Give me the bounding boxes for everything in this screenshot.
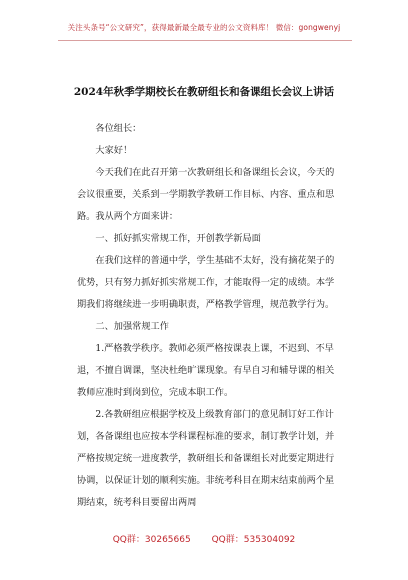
document-body [77,118,337,514]
header-divider [58,40,352,41]
footer-contacts [0,532,408,545]
greeting: 大家好！ [95,145,133,156]
qq-group-1: QQ群：30265665 [112,535,191,545]
salutation: 各位组长： [95,123,142,134]
item-1-paragraph: 1.严格教学秩序。教师必须严格按课表上课，不迟到、不早退，不擅自调课，坚决杜绝旷课现象。有早自习和辅导课的相关教师应准时到岗到位，完成本职工作。 [77,343,335,398]
section-1-paragraph: 在我们这样的普通中学，学生基础不太好，没有摘花架子的优势，只有努力抓好抓实常规工作，才能取得一定的成绩。本学期我们将继续进一步明确职责，严格教学管理，规范教学行为。 [77,255,335,310]
qq-group-2: QQ群：535304092 [211,535,296,545]
promo-banner: 关注头条号“公文研究”，获得最新最全最专业的公文资料库！ 微信：gongwenyj [67,23,341,32]
document-title: 2024年秋季学期校长在教研组长和备课组长会议上讲话 [73,86,335,98]
intro-paragraph: 今天我们在此召开第一次教研组长和备课组长会议，今天的会议很重要，关系到一学期教学教研工作目标、内容、重点和思路。我从两个方面来讲： [77,167,335,222]
section-heading-1: 一、抓好抓实常规工作，开创教学新局面 [95,233,261,244]
section-heading-2: 二、加强常规工作 [95,321,169,332]
item-2-paragraph: 2.各教研组应根据学校及上级教育部门的意见制订好工作计划，各备课组也应按本学科课程标准的要求，制订教学计划，并严格按规定统一进度教学，教研组长和备课组长对此要定期进行协调，以保证计划的顺利实施。非统考科目在期末结束前两个星期结束，统考科目要留出两周 [77,409,335,508]
